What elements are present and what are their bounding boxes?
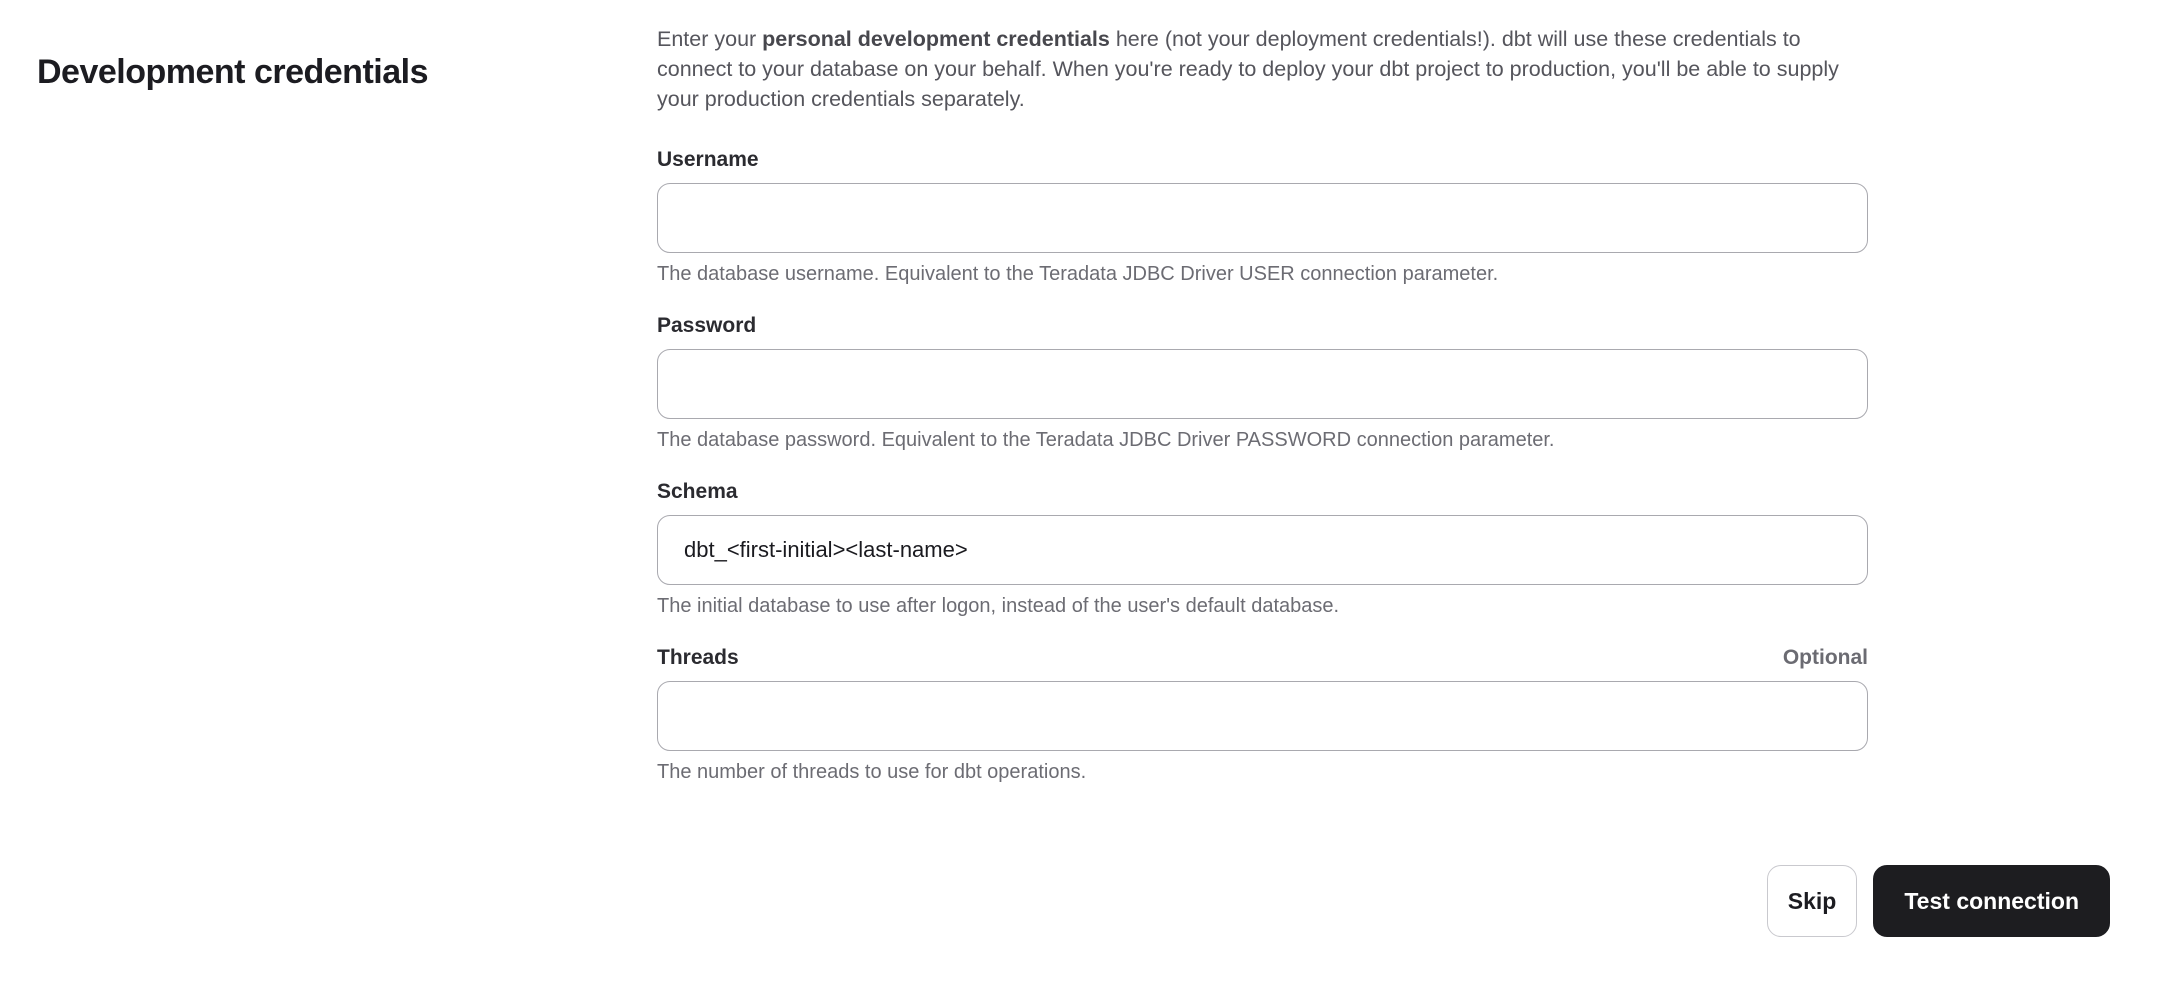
schema-label: Schema [657,480,738,503]
intro-text-bold: personal development credentials [762,27,1110,51]
username-input[interactable] [657,183,1868,253]
threads-help-text: The number of threads to use for dbt operations. [657,761,1087,783]
password-field-group [657,312,1868,452]
username-label: Username [657,148,759,171]
intro-text [657,24,1868,114]
test-connection-button[interactable]: Test connection [1873,865,2110,937]
form-actions [1767,865,2110,937]
username-field-group [657,146,1868,286]
password-label: Password [657,314,757,337]
password-help-text: The database password. Equivalent to the Teradata JDBC Driver PASSWORD connection parameter. [657,429,1555,451]
password-input[interactable] [657,349,1868,419]
threads-input[interactable] [657,681,1868,751]
threads-field-group [657,644,1868,784]
threads-label: Threads [657,646,739,669]
skip-button[interactable]: Skip [1767,865,1858,937]
page-title: Development credentials [37,52,428,91]
schema-input[interactable] [657,515,1868,585]
schema-field-group [657,478,1868,618]
schema-help-text: The initial database to use after logon, instead of the user's default database. [657,595,1340,617]
intro-text-pre: Enter your [657,27,763,51]
credentials-form [657,24,1868,784]
username-help-text: The database username. Equivalent to the Teradata JDBC Driver USER connection parameter. [657,263,1499,285]
optional-badge: Optional [1782,646,1868,669]
intro-text-post: here (not your deployment credentials!). dbt will use these credentials to connect to your database on your behalf. When you're ready to deploy your dbt project to production, you'll be able to supply your production credentials separately. [657,27,1839,111]
